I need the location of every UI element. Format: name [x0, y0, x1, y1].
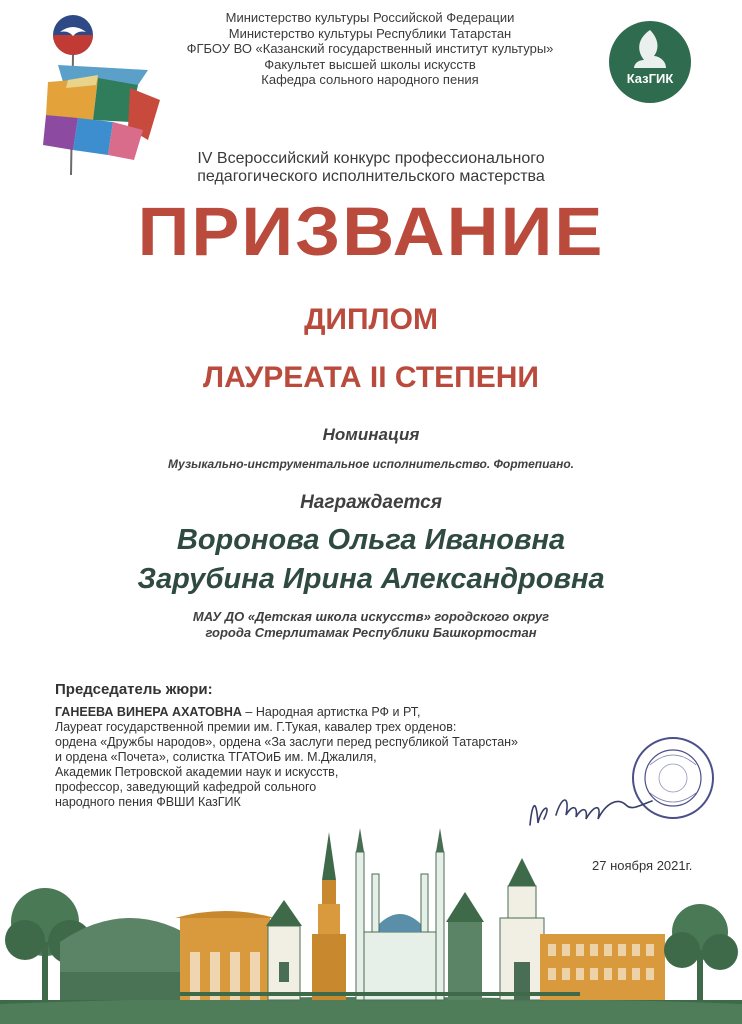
header-line: Министерство культуры Российской Федерации — [225, 10, 515, 25]
jury-detail-line: и ордена «Почета», солистка ТГАТОиБ им. М.Джалиля, — [55, 750, 377, 764]
laureate-name: Воронова Ольга Ивановна — [176, 524, 566, 556]
contest-line-2: педагогического исполнительского мастерства — [197, 168, 545, 185]
contest-name — [0, 150, 742, 186]
nomination-label: Номинация — [322, 425, 420, 444]
jury-chair-title-suffix: – Народная артистка РФ и РТ, — [241, 705, 421, 719]
header-block — [130, 10, 610, 88]
contest-line-1: IV Всероссийский конкурс профессионального — [197, 150, 545, 167]
jury-detail-line: Лауреат государственной премии им. Г.Тукая, кавалер трех орденов: — [55, 720, 457, 734]
laureate-name: Зарубина Ирина Александровна — [137, 563, 605, 595]
kazgik-logo — [608, 20, 692, 104]
header-line: ФГБОУ ВО «Казанский государственный институт культуры» — [186, 41, 554, 56]
kazgik-logo-text: КазГИК — [626, 71, 674, 86]
contest-title: ПРИЗВАНИЕ — [137, 194, 605, 270]
header-line: Факультет высшей школы искусств — [264, 56, 476, 72]
jury-detail-line: народного пения ФВШИ КазГИК — [55, 795, 241, 809]
header-line: Кафедра сольного народного пения — [261, 72, 479, 87]
organization-line-2: города Стерлитамак Республики Башкортостан — [205, 625, 537, 640]
nomination-value: Музыкально-инструментальное исполнительство. Фортепиано. — [167, 457, 574, 471]
jury-detail-line: профессор, заведующий кафедрой сольного — [55, 780, 317, 794]
jury-chair-title: Председатель жюри: — [55, 681, 213, 698]
jury-detail-line: Академик Петровской академии наук и искусств, — [55, 765, 339, 779]
award-label: Награждается — [300, 492, 442, 513]
jury-chair-name: ГАНЕЕВА ВИНЕРА АХАТОВНА — [55, 705, 242, 719]
jury-chair-name-line — [55, 705, 615, 720]
award-date: 27 ноября 2021г. — [592, 858, 693, 873]
organization-line-1: МАУ ДО «Детская школа искусств» городского округ — [192, 609, 550, 624]
jury-detail-line: ордена «Дружбы народов», ордена «За заслуги перед республикой Татарстан» — [55, 735, 519, 749]
kazan-skyline-illustration — [0, 822, 742, 1024]
header-line: Министерство культуры Республики Татарстан — [228, 25, 512, 41]
diploma-heading: ДИПЛОМ — [304, 303, 438, 336]
degree-heading: ЛАУРЕАТА II СТЕПЕНИ — [203, 361, 539, 394]
